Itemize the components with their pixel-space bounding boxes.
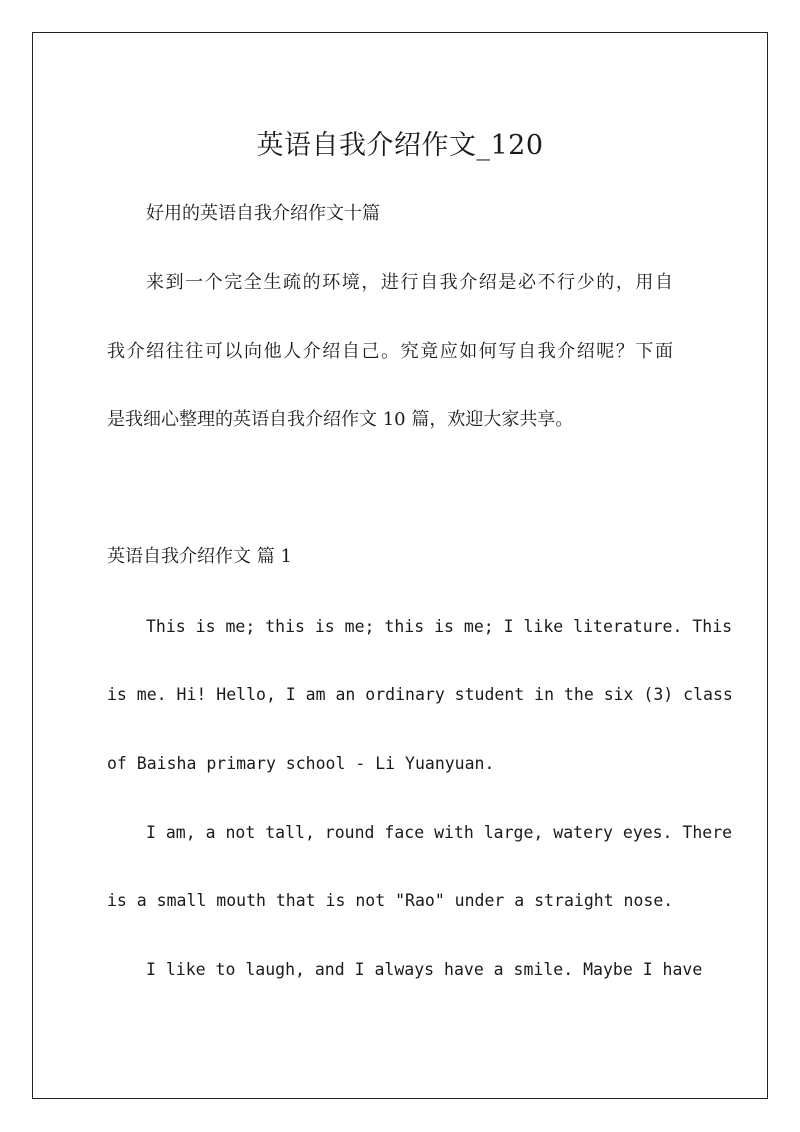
body-line-4: I am, a not tall, round face with large, watery eyes. There	[146, 823, 733, 842]
intro-line-2: 我介绍往往可以向他人介绍自己。究竟应如何写自我介绍呢？下面	[107, 341, 673, 362]
body-line-6: I like to laugh, and I always have a smile. Maybe I have	[146, 960, 703, 979]
intro-line-1: 来到一个完全生疏的环境，进行自我介绍是必不行少的，用自	[146, 272, 673, 293]
intro-line-3: 是我细心整理的英语自我介绍作文 10 篇，欢迎大家共享。	[107, 409, 574, 430]
section-heading: 英语自我介绍作文 篇 1	[107, 546, 292, 567]
body-line-5: is a small mouth that is not "Rao" under a straight nose.	[107, 891, 674, 910]
document-title: 英语自我介绍作文_120	[256, 130, 544, 161]
body-line-3: of Baisha primary school - Li Yuanyuan.	[107, 754, 495, 773]
document-subtitle: 好用的英语自我介绍作文十篇	[146, 203, 380, 224]
body-line-2: is me. Hi! Hello, I am an ordinary student in the six (3) class	[107, 685, 733, 704]
body-line-1: This is me; this is me; this is me; I like literature. This	[146, 617, 733, 636]
